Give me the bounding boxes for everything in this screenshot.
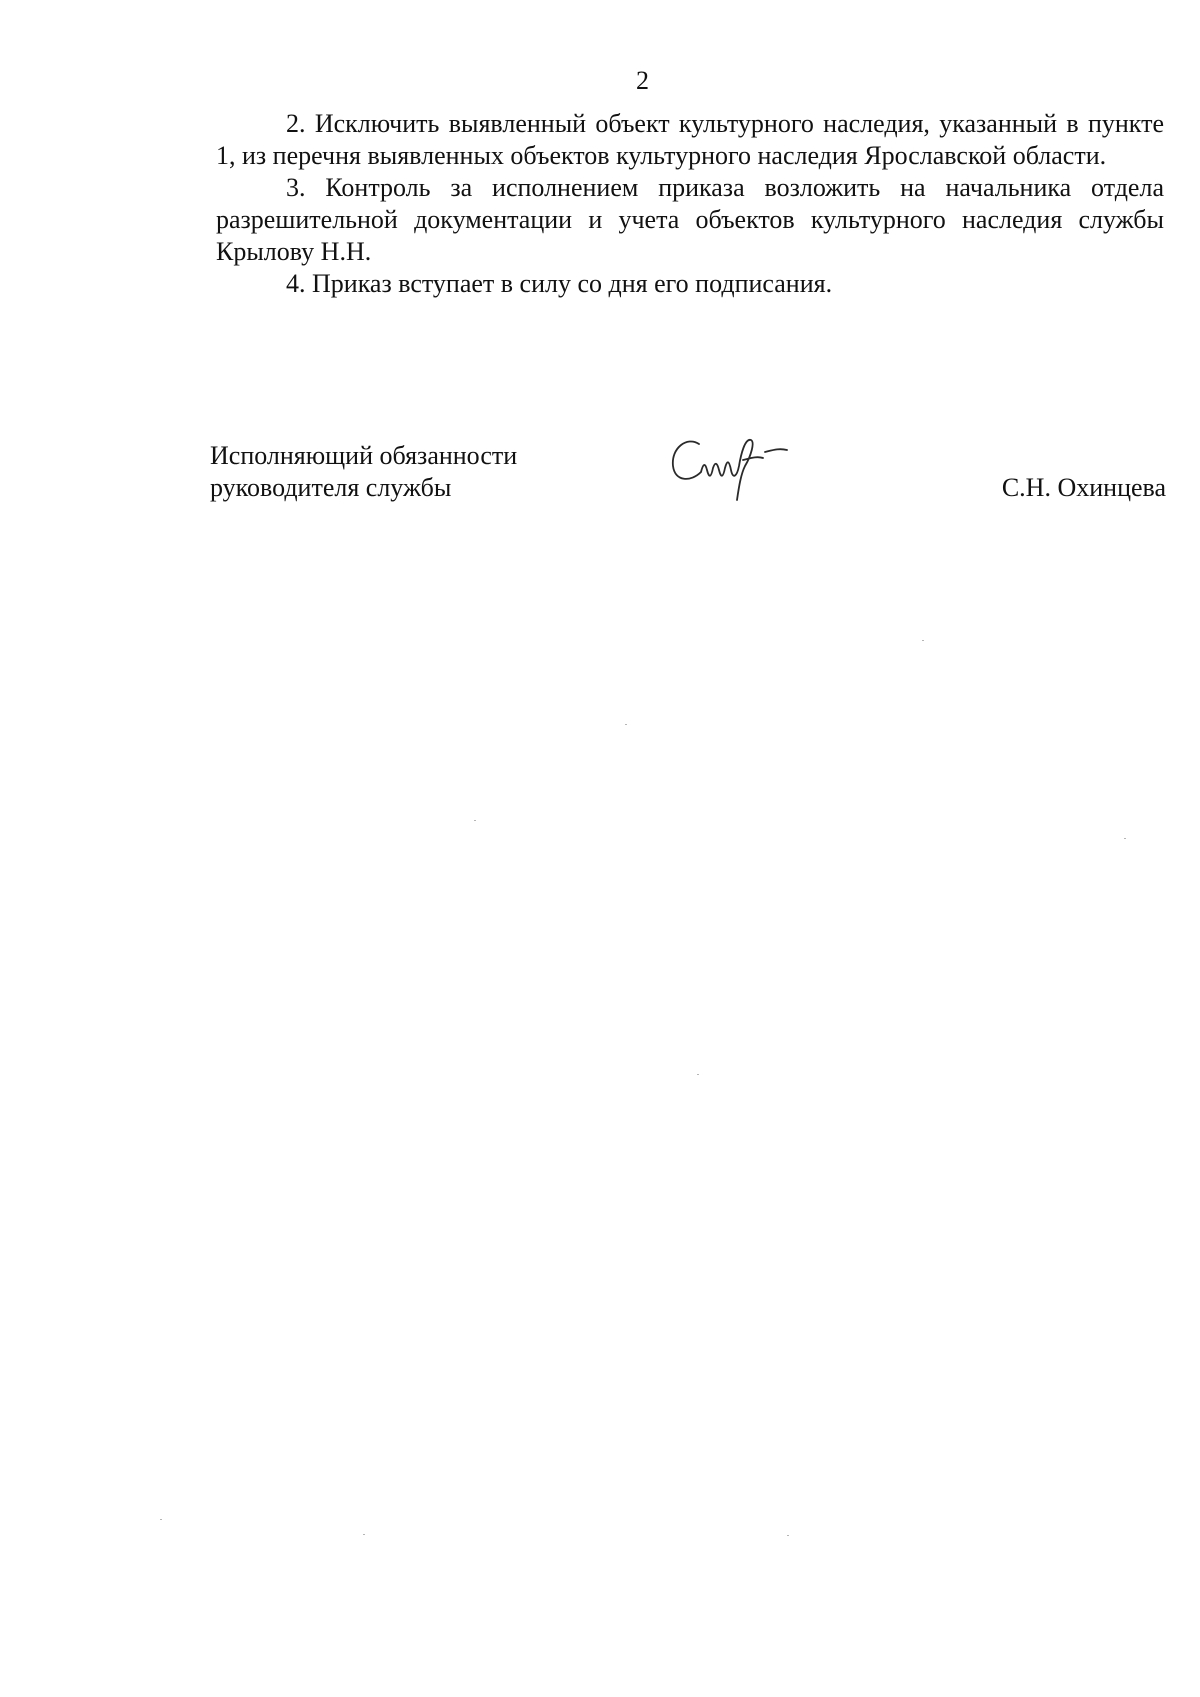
signatory-position-line-1: Исполняющий обязанности [210, 441, 518, 470]
scan-speck [697, 1074, 699, 1075]
signatory-name: С.Н. Охинцева [1001, 473, 1166, 502]
handwritten-signature [665, 430, 795, 510]
scan-speck [160, 1519, 162, 1520]
scan-speck [787, 1535, 789, 1536]
scan-speck [922, 640, 924, 641]
scan-speck [625, 724, 627, 725]
scan-speck [1124, 838, 1126, 839]
page-number: 2 [636, 66, 649, 95]
order-body [216, 108, 1164, 300]
signatory-position [210, 440, 517, 504]
scan-speck [474, 820, 476, 821]
paragraph-exclude-object: 2. Исключить выявленный объект культурного наследия, указанный в пункте 1, из перечня выявленных объектов культурного наследия Ярославской области. [216, 109, 1164, 170]
signatory-position-line-2: руководителя службы [210, 473, 452, 502]
paragraph-effective-date: 4. Приказ вступает в силу со дня его подписания. [286, 269, 833, 298]
signature-block [210, 440, 1166, 520]
scan-speck [363, 1534, 365, 1535]
paragraph-control-assignment: 3. Контроль за исполнением приказа возложить на начальника отдела разрешительной документации и учета объектов культурного наследия службы Крылову Н.Н. [216, 173, 1164, 266]
